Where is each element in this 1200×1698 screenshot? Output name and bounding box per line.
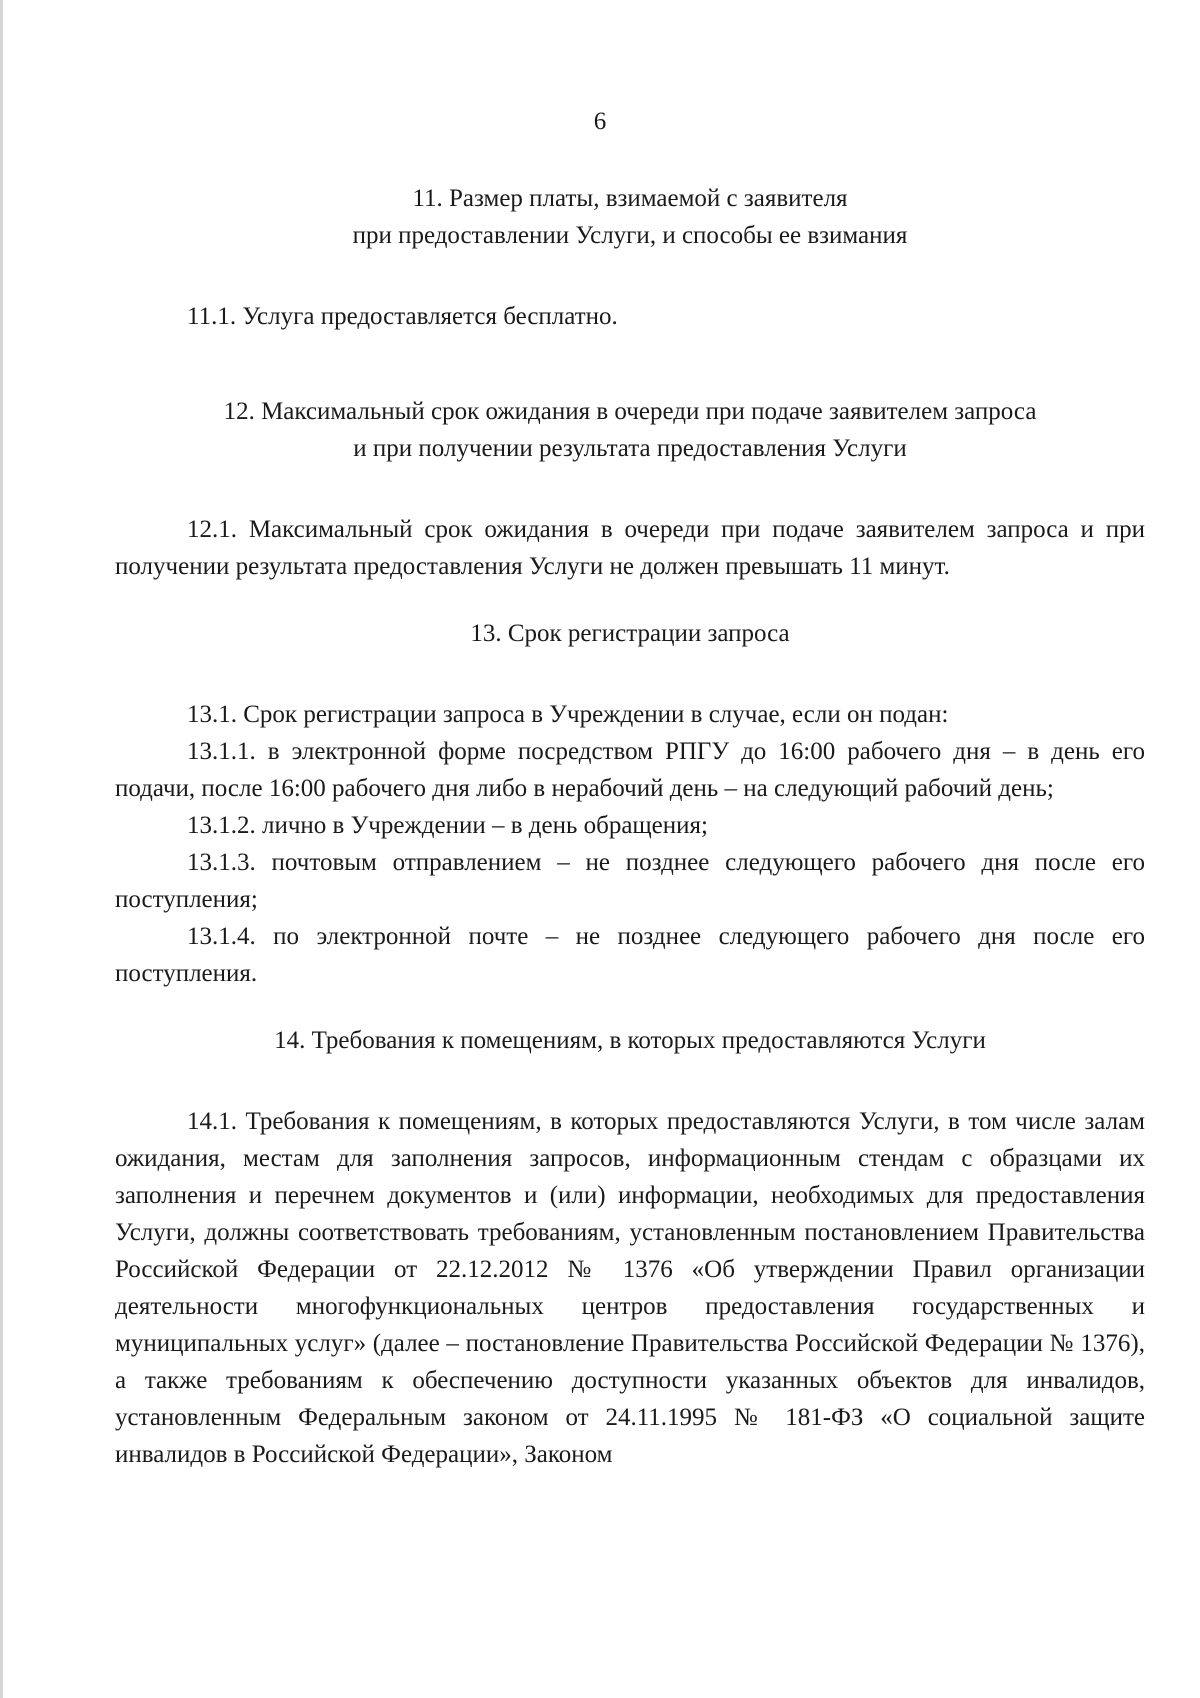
- document-body: [115, 180, 1145, 1473]
- paragraph-14-1: 14.1. Требования к помещениям, в которых предоставляются Услуги, в том числе залам ожидания, местам для заполнения запросов, информационным стендам с образцами их заполнения и перечнем документов и (или) информации, необходимых для предоставления Услуги, должны соответствовать требованиям, установленным постановлением Правительства Российской Федерации от 22.12.2012 № 1376 «Об утверждении Правил организации деятельности многофункциональных центров предоставления государственных и муниципальных услуг» (далее – постановление Правительства Российской Федерации № 1376), а также требованиям к обеспечению доступности указанных объектов для инвалидов, установленным Федеральным законом от 24.11.1995 № 181-ФЗ «О социальной защите инвалидов в Российской Федерации», Законом: [115, 1108, 1145, 1468]
- paragraph-11-1: 11.1. Услуга предоставляется бесплатно.: [187, 303, 618, 330]
- paragraph-13-1-1: 13.1.1. в электронной форме посредством РПГУ до 16:00 рабочего дня – в день его подачи, после 16:00 рабочего дня либо в нерабочий день – на следующий рабочий день;: [115, 738, 1145, 802]
- paragraph-13-1: 13.1. Срок регистрации запроса в Учреждении в случае, если он подан:: [187, 701, 949, 728]
- section-12-heading: [115, 393, 1145, 467]
- section-14-heading: [115, 1022, 1145, 1059]
- section-14-heading-line1: 14. Требования к помещениям, в которых предоставляются Услуги: [274, 1027, 986, 1054]
- section-13-heading-line1: 13. Срок регистрации запроса: [470, 620, 790, 647]
- section-11-heading-line1: 11. Размер платы, взимаемой с заявителя: [412, 185, 848, 212]
- paragraph-13-1-3: 13.1.3. почтовым отправлением – не позднее следующего рабочего дня после его поступления;: [115, 849, 1145, 913]
- section-13-heading: [115, 615, 1145, 652]
- section-11-heading: [115, 180, 1145, 254]
- paragraph-12-1: 12.1. Максимальный срок ожидания в очереди при подаче заявителем запроса и при получении результата предоставления Услуги не должен превышать 11 минут.: [115, 516, 1145, 580]
- page-number: 6: [593, 108, 607, 135]
- section-12-heading-line1: 12. Максимальный срок ожидания в очереди при подаче заявителем запроса: [223, 398, 1037, 425]
- paragraph-13-1-2: 13.1.2. лично в Учреждении – в день обращения;: [187, 812, 708, 839]
- section-11-heading-line2: при предоставлении Услуги, и способы ее взимания: [352, 222, 908, 249]
- paragraph-13-1-4: 13.1.4. по электронной почте – не позднее следующего рабочего дня после его поступления.: [115, 923, 1145, 987]
- section-12-heading-line2: и при получении результата предоставления Услуги: [353, 435, 907, 462]
- scan-edge: [0, 0, 3, 1698]
